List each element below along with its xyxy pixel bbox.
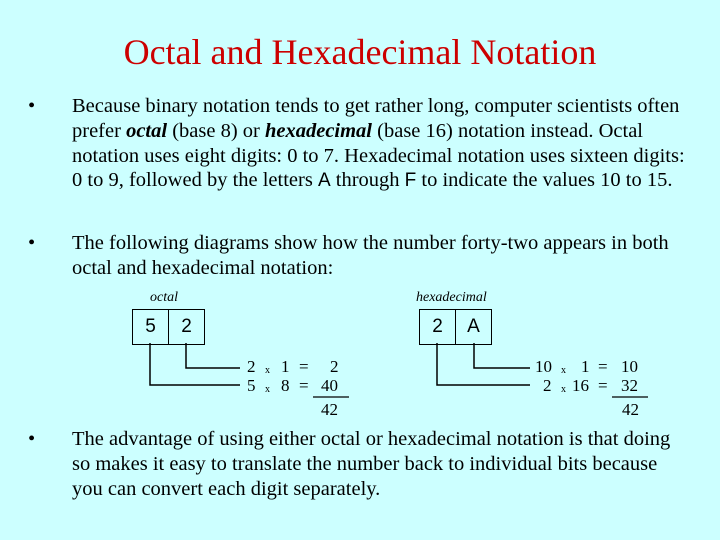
multiply-sign: x — [561, 365, 566, 376]
hex-calc-weight: 1 — [581, 357, 590, 376]
hex-digit-box: 2 — [419, 309, 456, 345]
octal-calc-value: 40 — [321, 376, 338, 395]
letter-a: A — [317, 170, 331, 192]
octal-connector-right — [186, 343, 240, 368]
multiply-sign: x — [561, 384, 566, 395]
slide-title: Octal and Hexadecimal Notation — [123, 32, 597, 72]
bullet-dot: • — [28, 232, 36, 254]
equals-sign: = — [299, 376, 309, 395]
equals-sign: = — [299, 357, 309, 376]
letter-f: F — [404, 170, 417, 192]
bullet-dot: • — [28, 95, 36, 117]
multiply-sign: x — [265, 384, 270, 395]
hex-connector-left — [437, 343, 530, 385]
term-hexadecimal: hexadecimal — [264, 119, 373, 142]
bullet-dot: • — [28, 428, 36, 450]
text-run: Because binary notation tends to get rather long, computer scientists often prefer — [72, 95, 680, 142]
hex-calc-digit: 2 — [543, 376, 552, 395]
hex-connector-right — [474, 343, 530, 368]
text-run: through — [330, 169, 405, 192]
bullet-binary-length — [28, 94, 688, 194]
bullet-advantage — [28, 427, 688, 501]
hex-digit-box: A — [455, 309, 492, 345]
octal-calc-digit: 5 — [247, 376, 256, 395]
hex-label: hexadecimal — [416, 290, 487, 305]
hex-calc-weight: 16 — [572, 376, 589, 395]
bullet-text: The advantage of using either octal or hexadecimal notation is that doing so makes it easy to translate the number back to individual bits because you can convert each digit separately. — [72, 428, 671, 500]
octal-total-value: 42 — [321, 400, 338, 419]
hex-total-value: 42 — [622, 400, 639, 419]
octal-digit-box: 5 — [132, 309, 169, 345]
octal-calc-weight: 1 — [281, 357, 290, 376]
text-run: (base 16) notation instead. Octal notation uses eight digits: 0 to 7. Hexadecimal notation uses sixteen digits: 0 to 9, followed by the letters — [72, 119, 685, 192]
equals-sign: = — [598, 357, 608, 376]
octal-calc-weight: 8 — [281, 376, 290, 395]
octal-label: octal — [150, 290, 178, 305]
octal-calc-value: 2 — [330, 357, 339, 376]
bullet-text: The following diagrams show how the number forty-two appears in both octal and hexadecimal notation: — [72, 232, 669, 279]
bullet-diagram-intro — [28, 231, 688, 281]
bullet-text — [72, 94, 688, 194]
multiply-sign: x — [265, 365, 270, 376]
hex-calc-digit: 10 — [535, 357, 552, 376]
term-octal: octal — [126, 119, 168, 142]
hex-calc-value: 10 — [621, 357, 638, 376]
octal-connector-left — [150, 343, 240, 385]
hex-calc-value: 32 — [621, 376, 638, 395]
text-run: (base 8) or — [167, 119, 265, 142]
octal-calc-digit: 2 — [247, 357, 256, 376]
equals-sign: = — [598, 376, 608, 395]
octal-digit-box: 2 — [168, 309, 205, 345]
text-run: to indicate the values 10 to 15. — [416, 169, 673, 192]
